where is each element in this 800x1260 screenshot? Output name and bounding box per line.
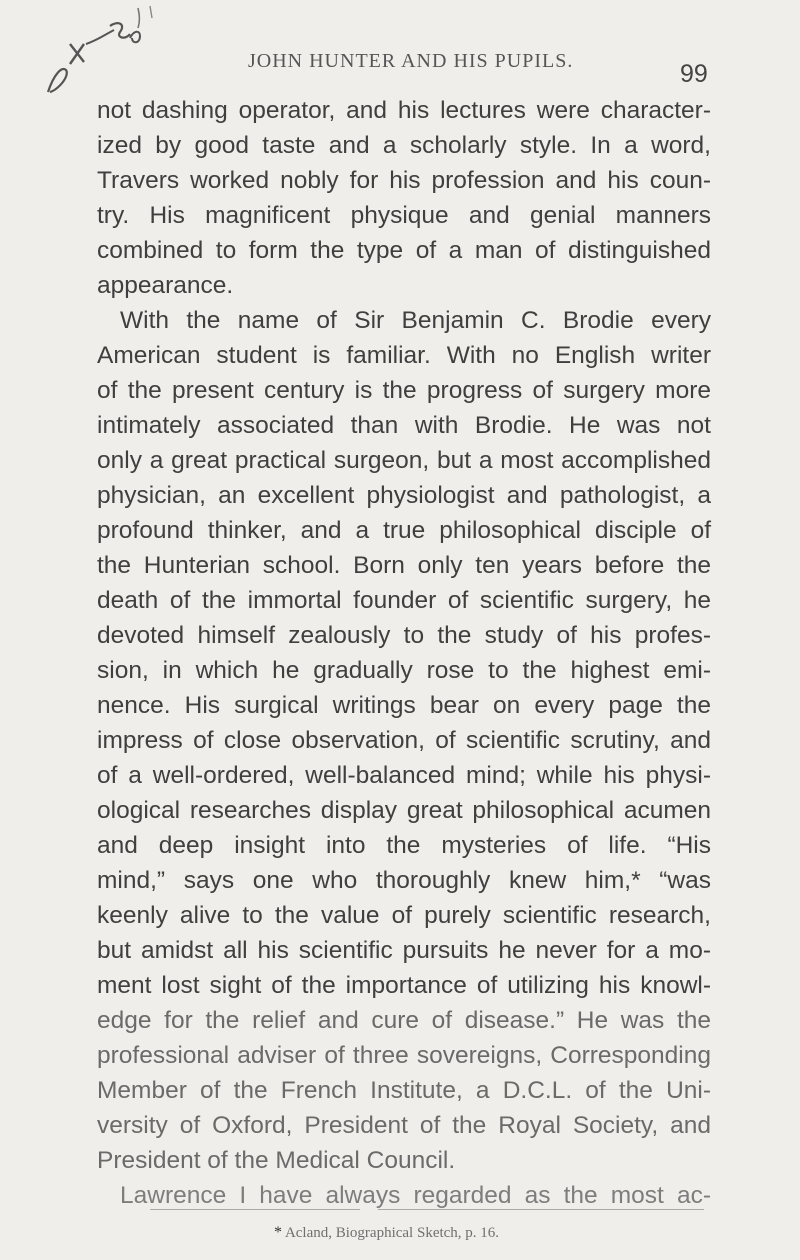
text-line: and deep insight into the mysteries of life. “His <box>97 832 711 859</box>
footnote <box>274 1224 499 1242</box>
text-line: American student is familiar. With no English writer <box>97 342 711 369</box>
text-line: Travers worked nobly for his profession and his coun- <box>97 167 711 194</box>
text-line: nence. His surgical writings bear on every page the <box>97 692 711 719</box>
text-line: keenly alive to the value of purely scientific research, <box>97 902 711 929</box>
running-title: JOHN HUNTER AND HIS PUPILS. <box>248 50 574 72</box>
text-line: Member of the French Institute, a D.C.L. of the Uni- <box>97 1077 711 1104</box>
paragraph-first-line: With the name of Sir Benjamin C. Brodie every <box>120 307 711 334</box>
text-line: devoted himself zealously to the study of his profes- <box>97 622 711 649</box>
text-line: the Hunterian school. Born only ten years before the <box>97 552 711 579</box>
footnote-rule-left <box>150 1209 360 1210</box>
text-line: impress of close observation, of scientific scrutiny, and <box>97 727 711 754</box>
text-line: try. His magnificent physique and genial manners <box>97 202 711 229</box>
page-number: 99 <box>680 60 708 88</box>
text-line: profound thinker, and a true philosophical disciple of <box>97 517 711 544</box>
text-line: ological researches display great philosophical acumen <box>97 797 711 824</box>
handwritten-marginal-mark <box>40 4 160 99</box>
text-line: professional adviser of three sovereigns, Corresponding <box>97 1042 711 1069</box>
text-line: intimately associated than with Brodie. He was not <box>97 412 711 439</box>
paragraph-first-line: Lawrence I have always regarded as the most ac- <box>120 1182 711 1209</box>
text-line: President of the Medical Council. <box>97 1147 456 1174</box>
text-line: edge for the relief and cure of disease.” He was the <box>97 1007 711 1034</box>
text-line: versity of Oxford, President of the Royal Society, and <box>97 1112 711 1139</box>
text-line: physician, an excellent physiologist and pathologist, a <box>97 482 711 509</box>
text-line: but amidst all his scientific pursuits he never for a mo- <box>97 937 711 964</box>
text-line: appearance. <box>97 272 234 299</box>
text-line: mind,” says one who thoroughly knew him,* “was <box>97 867 711 894</box>
text-line: ized by good taste and a scholarly style. In a word, <box>97 132 711 159</box>
text-line: combined to form the type of a man of distinguished <box>97 237 711 264</box>
text-line: of a well-ordered, well-balanced mind; while his physi- <box>97 762 711 789</box>
footnote-rule-right <box>378 1209 704 1210</box>
text-line: of the present century is the progress of surgery more <box>97 377 711 404</box>
text-line: sion, in which he gradually rose to the highest emi- <box>97 657 711 684</box>
text-line: death of the immortal founder of scientific surgery, he <box>97 587 711 614</box>
footnote-text: Acland, Biographical Sketch, p. 16. <box>284 1225 500 1241</box>
footnote-marker: * <box>274 1224 282 1241</box>
text-line: only a great practical surgeon, but a most accomplished <box>97 447 711 474</box>
text-line: ment lost sight of the importance of utilizing his knowl- <box>97 972 711 999</box>
text-line: not dashing operator, and his lectures were character- <box>97 97 711 124</box>
